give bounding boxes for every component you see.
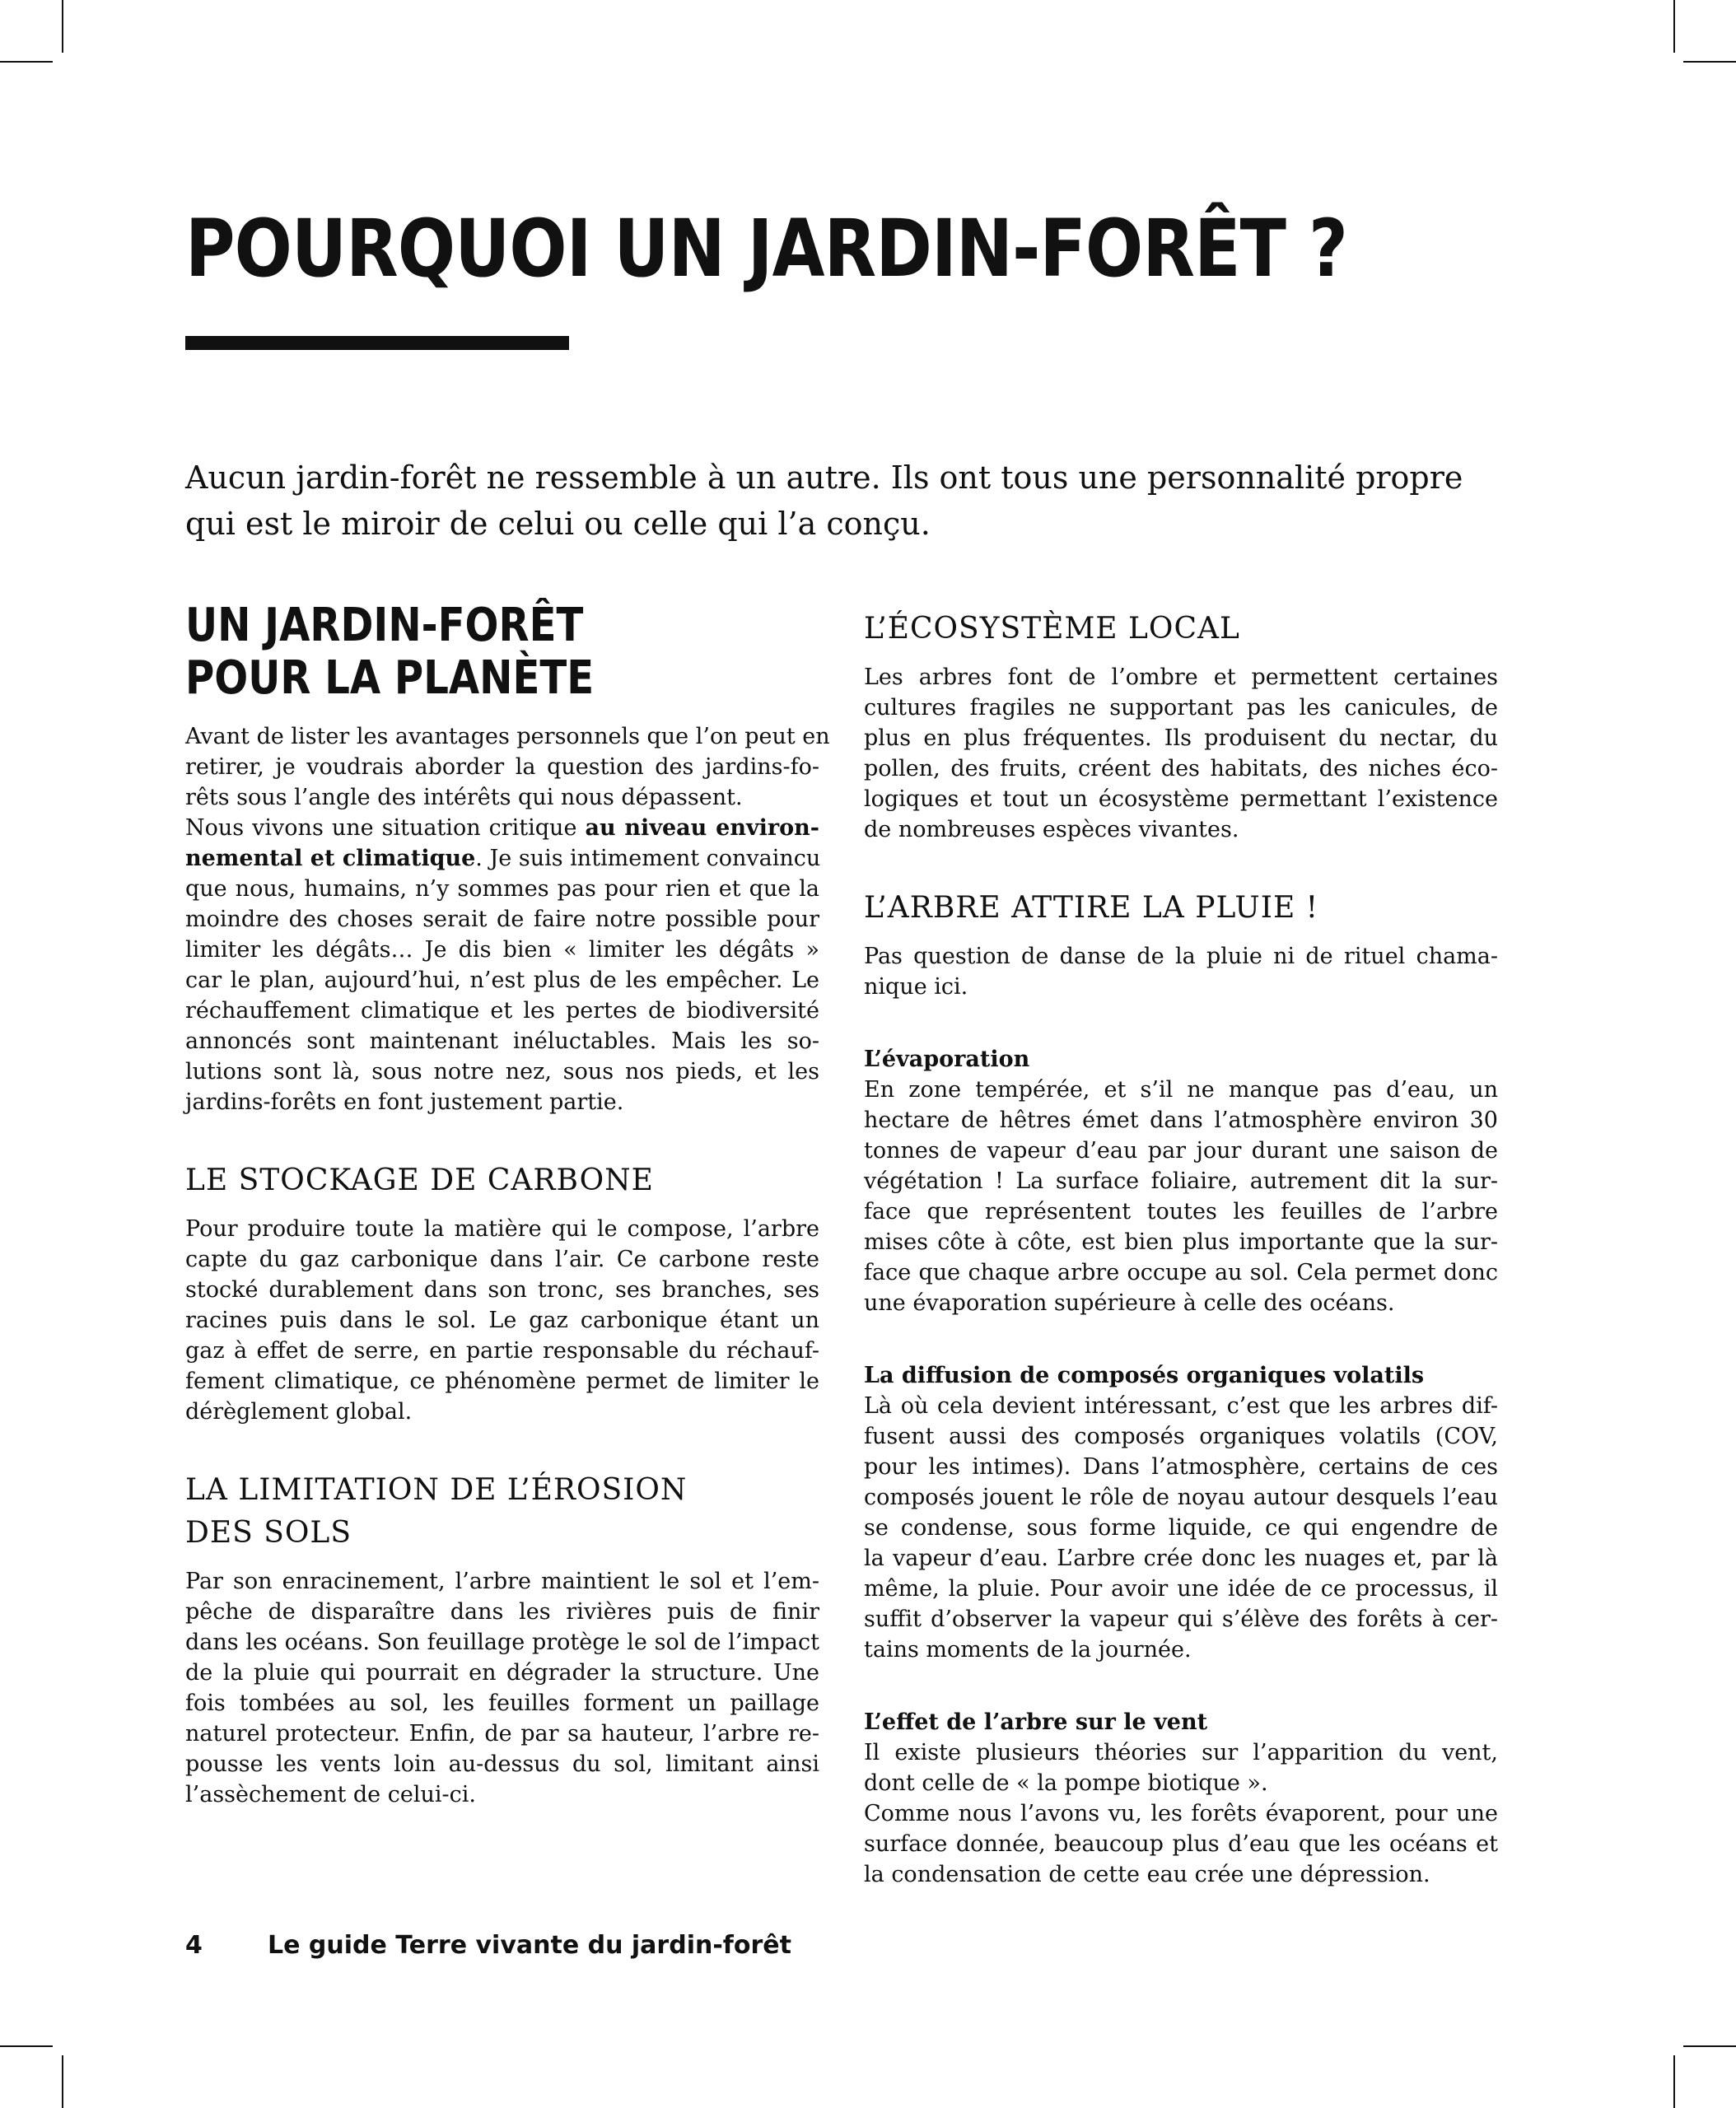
text-line: Pas question de danse de la pluie ni de rituel chama- [864,944,1498,969]
heading-line: DES SOLS [185,1516,352,1550]
text-line: fement climatique, ce phénomène permet de limiter le [185,1369,819,1394]
evaporation-paragraph [864,1044,1498,1318]
text-line: pêche de disparaître dans les rivières puis de finir [185,1599,819,1625]
text-line: Pour produire toute la matière qui le compose, l’arbre [185,1216,819,1242]
vent-paragraph [864,1707,1498,1890]
intro-paragraph [185,455,1585,547]
text-line: la condensation de cette eau crée une dépression. [864,1862,1430,1887]
text-line: moindre des choses serait de faire notre possible pour [185,907,819,932]
text-line: face que chaque arbre occupe au sol. Cela permet donc [864,1260,1498,1285]
text-line: rêts sous l’angle des intérêts qui nous dépassent. [185,785,743,810]
text-line: végétation ! La surface foliaire, autrement dit la sur- [864,1168,1498,1194]
subheading-vent: L’effet de l’arbre sur le vent [864,1709,1208,1735]
text-line: l’assèchement de celui-ci. [185,1782,476,1807]
text-line: plus en plus fréquentes. Ils produisent du nectar, du [864,725,1498,751]
carbone-paragraph [185,1214,819,1427]
text-line: que nous, humains, n’y sommes pas pour rien et que la [185,876,819,902]
left-column [185,599,830,1810]
text-line: jardins-forêts en font justement partie. [185,1089,624,1115]
heading-line: LA LIMITATION DE L’ÉROSION [185,1473,688,1507]
text-line: fusent aussi des composés organiques volatils (COV, [864,1424,1498,1449]
section-heading-ecosysteme: L’ÉCOSYSTÈME LOCAL [864,612,1240,646]
text-line: cultures fragiles ne supportant pas les canicules, de [864,695,1498,721]
intro-line: Aucun jardin-forêt ne ressemble à un autre. Ils ont tous une personnalité propre [185,459,1463,496]
cov-paragraph [864,1360,1498,1665]
pluie-paragraph [864,941,1498,1002]
text-line: de la pluie qui pourrait en dégrader la structure. Une [185,1660,819,1686]
text-line: retirer, je voudrais aborder la question des jardins-fo- [185,754,819,780]
text-line: limiter les dégâts… Je dis bien « limiter les dégâts » [185,937,819,963]
page-footer [185,1931,791,1960]
section-heading-pluie: L’ARBRE ATTIRE LA PLUIE ! [864,891,1319,925]
text-line: même, la pluie. Pour avoir une idée de ce processus, il [864,1576,1498,1602]
text-line: pollen, des fruits, créent des habitats, des niches éco- [864,756,1498,781]
page-number: 4 [185,1931,203,1960]
ecosysteme-paragraph [864,662,1498,845]
text-line: réchauffement climatique et les pertes de biodiversité [185,998,819,1024]
crop-mark [1683,61,1736,63]
text-line: face que représentent toutes les feuilles de l’arbre [864,1199,1498,1224]
text-line: Par son enracinement, l’arbre maintient le sol et l’em- [185,1569,819,1594]
text-line: Là où cela devient intéressant, c’est que les arbres dif- [864,1393,1498,1419]
text-line: tonnes de vapeur d’eau par jour durant une saison de [864,1138,1498,1164]
text-line: lutions sont là, sous notre nez, sous nos pieds, et les [185,1059,819,1084]
crop-mark [0,61,53,63]
bold-text-run: au niveau environ- [585,815,819,841]
text-line: naturel protecteur. Enfin, de par sa hauteur, l’arbre re- [185,1721,819,1747]
text-run: . Je suis intimement convaincu [475,846,821,871]
heading-line: POUR LA PLANÈTE [185,651,595,705]
text-line: annoncés sont maintenant inéluctables. Mais les so- [185,1028,819,1054]
bold-text-run: nemental et climatique [185,846,476,871]
subheading-evaporation: L’évaporation [864,1047,1030,1072]
text-line: suffit d’observer la vapeur qui s’élève des forêts à cer- [864,1607,1498,1632]
crop-mark [62,2055,63,2108]
crop-mark [62,0,63,53]
crop-mark [1673,0,1675,53]
erosion-paragraph [185,1566,819,1810]
title-underline [185,336,569,350]
text-line [185,813,819,843]
text-line: surface donnée, beaucoup plus d’eau que les océans et [864,1831,1498,1857]
text-line: Avant de lister les avantages personnels que l’on peut en [185,724,830,749]
section-heading-carbone: LE STOCKAGE DE CARBONE [185,1164,654,1197]
text-line: hectare de hêtres émet dans l’atmosphère environ 30 [864,1108,1498,1133]
text-line: tains moments de la journée. [864,1637,1192,1663]
text-line: composés jouent le rôle de noyau autour desquels l’eau [864,1485,1498,1510]
subheading-cov: La diffusion de composés organiques volatils [864,1363,1425,1388]
text-line: la vapeur d’eau. L’arbre crée donc les nuages et, par là [864,1546,1498,1571]
page-title: POURQUOI UN JARDIN-FORÊT ? [185,203,1347,295]
text-line: fois tombées au sol, les feuilles forment un paillage [185,1691,819,1716]
text-line: dérèglement global. [185,1399,413,1425]
text-line [185,843,819,874]
text-line: dont celle de « la pompe biotique ». [864,1770,1268,1796]
text-line: mises côte à côte, est bien plus importante que la sur- [864,1229,1498,1255]
text-line: une évaporation supérieure à celle des océans. [864,1290,1395,1316]
text-line: nique ici. [864,974,968,1000]
text-line: pour les intimes). Dans l’atmosphère, certains de ces [864,1454,1498,1480]
planete-paragraph [185,721,830,1117]
crop-mark [0,2045,53,2047]
running-title: Le guide Terre vivante du jardin-forêt [268,1931,791,1960]
text-run: Nous vivons une situation critique [185,815,586,841]
text-line: dans les océans. Son feuillage protège le sol de l’impact [185,1630,819,1655]
text-line: car le plan, aujourd’hui, n’est plus de les empêcher. Le [185,968,819,993]
heading-line: UN JARDIN-FORÊT [185,599,584,652]
text-line: Les arbres font de l’ombre et permettent certaines [864,665,1498,690]
intro-line: qui est le miroir de celui ou celle qui l’a conçu. [185,506,931,542]
text-line: En zone tempérée, et s’il ne manque pas d’eau, un [864,1077,1498,1103]
text-line: Comme nous l’avons vu, les forêts évaporent, pour une [864,1801,1498,1826]
text-line: stocké durablement dans son tronc, ses branches, ses [185,1277,819,1303]
section-heading-erosion [185,1469,819,1555]
text-line: racines puis dans le sol. Le gaz carbonique étant un [185,1308,819,1333]
text-line: de nombreuses espèces vivantes. [864,817,1239,842]
text-line: se condense, sous forme liquide, ce qui engendre de [864,1515,1498,1541]
text-line: capte du gaz carbonique dans l’air. Ce carbone reste [185,1247,819,1272]
crop-mark [1673,2055,1675,2108]
text-line: logiques et tout un écosystème permettant l’existence [864,786,1498,812]
section-heading-planete [185,599,730,705]
text-line: gaz à effet de serre, en partie responsable du réchauf- [185,1338,819,1364]
right-column [864,608,1498,1890]
text-line: Il existe plusieurs théories sur l’apparition du vent, [864,1740,1498,1765]
text-line: pousse les vents loin au-dessus du sol, limitant ainsi [185,1751,819,1777]
crop-mark [1683,2045,1736,2047]
